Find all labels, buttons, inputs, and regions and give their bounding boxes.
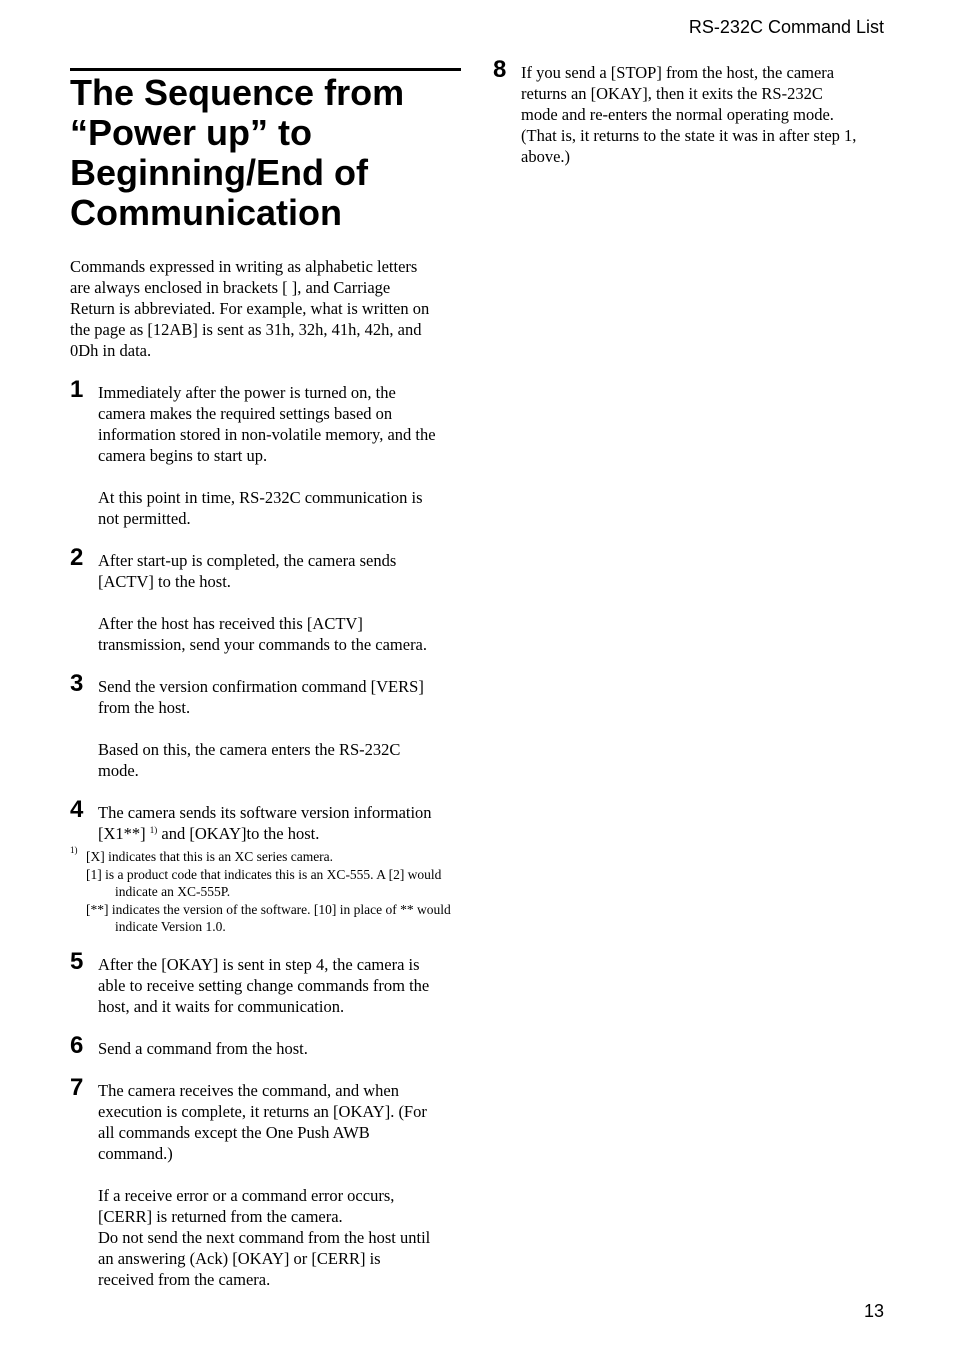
text-line: The camera receives the command, and when [98, 1080, 399, 1100]
title-line: “Power up” to [70, 112, 312, 153]
text-line: camera makes the required settings based on [98, 404, 393, 423]
title-rule [70, 68, 461, 71]
step-number: 2 [70, 544, 84, 571]
step-7 [70, 1073, 461, 1290]
step-number: 1 [70, 376, 84, 403]
text-line: returns an [OKAY], then it exits the RS-232C [521, 84, 823, 103]
step-paragraph [98, 1185, 461, 1290]
step-number: 7 [70, 1073, 84, 1101]
step-4 [70, 796, 461, 844]
step-number: 4 [70, 796, 84, 823]
text-line: Based on this, the camera enters the RS-232C [98, 740, 401, 759]
text-line: execution is complete, it returns an [OKAY]. (For [98, 1101, 427, 1121]
text-line: and [OKAY]to the host. [161, 824, 320, 843]
step-paragraph [98, 487, 461, 529]
step-paragraph [98, 739, 461, 781]
intro-paragraph [70, 256, 461, 361]
text-line: the page as [12AB] is sent as 31h, 32h, 41h, 42h, and [70, 320, 422, 339]
step-5 [70, 947, 461, 1017]
step-3 [70, 670, 461, 781]
text-line: camera begins to start up. [98, 446, 268, 465]
text-line: information stored in non-volatile memory, and the [98, 425, 436, 444]
step-paragraph [98, 1080, 461, 1164]
text-line: The camera sends its software version information [98, 803, 432, 822]
text-line: transmission, send your commands to the camera. [98, 635, 428, 654]
section-title [70, 73, 461, 233]
text-line: After the [OKAY] is sent in step 4, the camera is [98, 954, 420, 974]
text-line: (That is, it returns to the state it was in after step 1, [521, 126, 857, 145]
text-line: able to receive setting change commands from the [98, 975, 430, 995]
footnote-item: [**] indicates the version of the software. [10] in place of ** would indicate Version 1.0. [86, 901, 451, 934]
step-paragraph [98, 954, 461, 1017]
step-paragraph [98, 550, 461, 592]
step-paragraph [98, 382, 461, 466]
step-8 [493, 56, 884, 167]
footnote-reference: 1) [149, 825, 158, 835]
text-line: an answering (Ack) [OKAY] or [CERR] is [98, 1248, 381, 1268]
text-line: are always enclosed in brackets [ ], and Carriage [70, 278, 391, 297]
footnote-block [70, 845, 461, 936]
step-1 [70, 376, 461, 529]
text-line: [ACTV] to the host. [98, 572, 231, 591]
text-line: Send a command from the host. [98, 1038, 308, 1058]
step-paragraph [98, 676, 461, 718]
text-line: not permitted. [98, 509, 191, 528]
text-line: After the host has received this [ACTV] [98, 614, 363, 633]
text-line: 0Dh in data. [70, 341, 152, 360]
text-line: Commands expressed in writing as alphabetic letters [70, 257, 418, 276]
step-6 [70, 1031, 461, 1059]
text-line: Send the version confirmation command [VERS] [98, 677, 424, 696]
text-line: all commands except the One Push AWB [98, 1122, 370, 1142]
step-number: 5 [70, 947, 84, 975]
footnote-item: [X] indicates that this is an XC series camera. [86, 849, 334, 864]
footnote-item: [1] is a product code that indicates this is an XC-555. A [2] would indicate an XC-555P. [86, 866, 442, 899]
title-line: The Sequence from [70, 72, 405, 113]
step-paragraph [98, 802, 461, 844]
text-line: from the host. [98, 698, 191, 717]
text-line: At this point in time, RS-232C communication is [98, 488, 423, 507]
step-2 [70, 544, 461, 655]
text-line: Return is abbreviated. For example, what is written on [70, 299, 430, 318]
text-line: above.) [521, 147, 571, 166]
text-line: [CERR] is returned from the camera. [98, 1206, 343, 1226]
text-line: mode. [98, 761, 139, 780]
step-paragraph [98, 613, 461, 655]
text-line: If a receive error or a command error occurs, [98, 1185, 395, 1205]
text-line: If you send a [STOP] from the host, the camera [521, 63, 835, 82]
step-number: 8 [493, 56, 507, 83]
text-line: received from the camera. [98, 1269, 271, 1289]
step-paragraph [521, 62, 884, 167]
running-header: RS-232C Command List [688, 17, 884, 37]
text-line: After start-up is completed, the camera sends [98, 551, 397, 570]
page-number: 13 [863, 1301, 884, 1321]
title-line: Communication [70, 192, 343, 233]
right-column [493, 56, 884, 167]
text-line: Immediately after the power is turned on, the [98, 383, 396, 402]
text-line: Do not send the next command from the host until [98, 1227, 431, 1247]
footnote-mark: 1) [70, 845, 78, 855]
step-paragraph [98, 1038, 461, 1059]
text-line: command.) [98, 1143, 173, 1163]
title-line: Beginning/End of [70, 152, 368, 193]
text-line: [X1**] [98, 824, 146, 843]
text-line: host, and it waits for communication. [98, 996, 345, 1016]
step-number: 3 [70, 670, 84, 697]
left-column [70, 68, 461, 1290]
step-number: 6 [70, 1031, 84, 1059]
text-line: mode and re-enters the normal operating mode. [521, 105, 834, 124]
